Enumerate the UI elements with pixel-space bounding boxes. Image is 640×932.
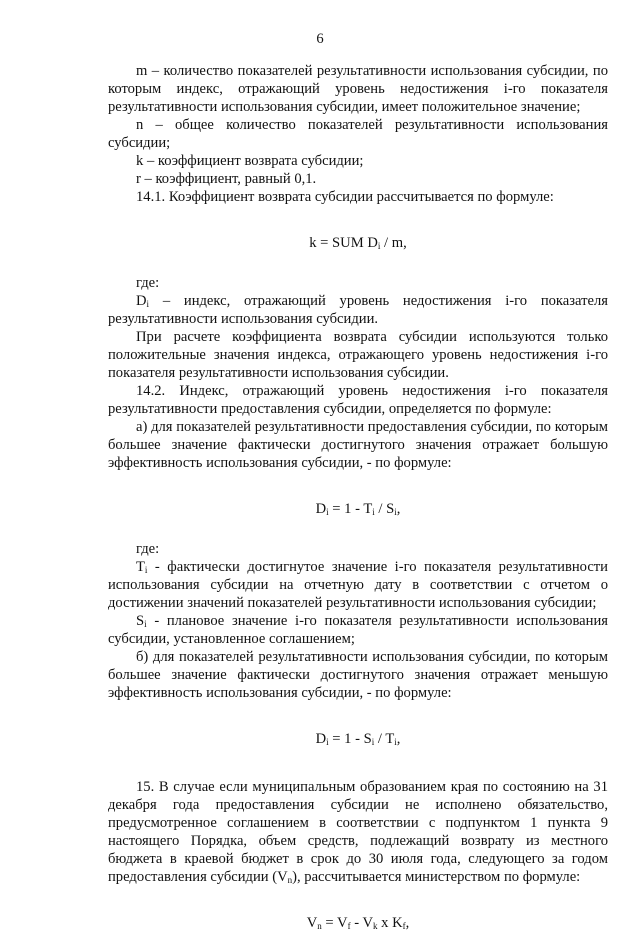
definition-ti: $T_i$ - фактически достигнутое значение i-го показателя результативности использования субсидии на отчетную дату в соответствии с отчетом о достижении значений показателей результативности использования субсидии; [108,559,608,611]
definition-si: $S_i$ - плановое значение i-го показателя результативности использования субсидии, установленное соглашением; [108,613,608,647]
paragraph-m-definition: m – количество показателей результативности использования субсидии, по которым индекс, отражающий уровень недостижения i-го показателя результативности использования субсидии, имеет положительное значение; [108,63,608,115]
paragraph-14-2: 14.2. Индекс, отражающий уровень недостижения i-го показателя результативности предоставления субсидии, определяется по формуле: [108,383,608,417]
document-body [108,62,608,932]
where-label-2: где: [136,541,160,557]
paragraph-15: 15. В случае если муниципальным образованием края по состоянию на 31 декабря года предоставления субсидии не исполнено обязательство, предусмотренное соглашением в соответствии с подпунктом 1 пункта 9 настоящего Порядка, объем средств, подлежащий возврату из местного бюджета в краевой бюджет в срок до 30 июля года, следующего за годом предоставления субсидии $(V_n)$, рассчитывается министерством по формуле: [108,779,608,885]
where-label-1: где: [136,275,160,291]
formula-k: k = SUM $D_i$ / m, [309,235,407,251]
formula-vn: $V_n = V_f - V_k$ x $K_f$, [306,915,410,931]
paragraph-positive-values: При расчете коэффициента возврата субсидии используются только положительные значения индекса, отражающего уровень недостижения i-го показателя результативности использования субсидии. [108,329,608,381]
paragraph-14-1: 14.1. Коэффициент возврата субсидии рассчитывается по формуле: [136,189,554,205]
page-number: 6 [316,31,324,47]
definition-di: $D_i$ – индекс, отражающий уровень недостижения i-го показателя результативности использования субсидии. [108,293,608,327]
formula-di-a: $D_i = 1 - T_i / S_i$, [315,501,401,517]
paragraph-a: а) для показателей результативности предоставления субсидии, по которым большее значение фактически достигнутого значения отражает большую эффективность использования субсидии, - по формуле: [108,419,608,471]
paragraph-b: б) для показателей результативности использования субсидии, по которым большее значение фактически достигнутого значения отражает меньшую эффективность использования субсидии, - по формуле: [108,649,608,701]
paragraph-k-definition: k – коэффициент возврата субсидии; [136,153,364,169]
formula-di-b: $D_i = 1 - S_i / T_i$, [315,731,401,747]
paragraph-n-definition: n – общее количество показателей результативности использования субсидии; [108,117,608,151]
paragraph-r-definition: r – коэффициент, равный 0,1. [136,171,317,187]
